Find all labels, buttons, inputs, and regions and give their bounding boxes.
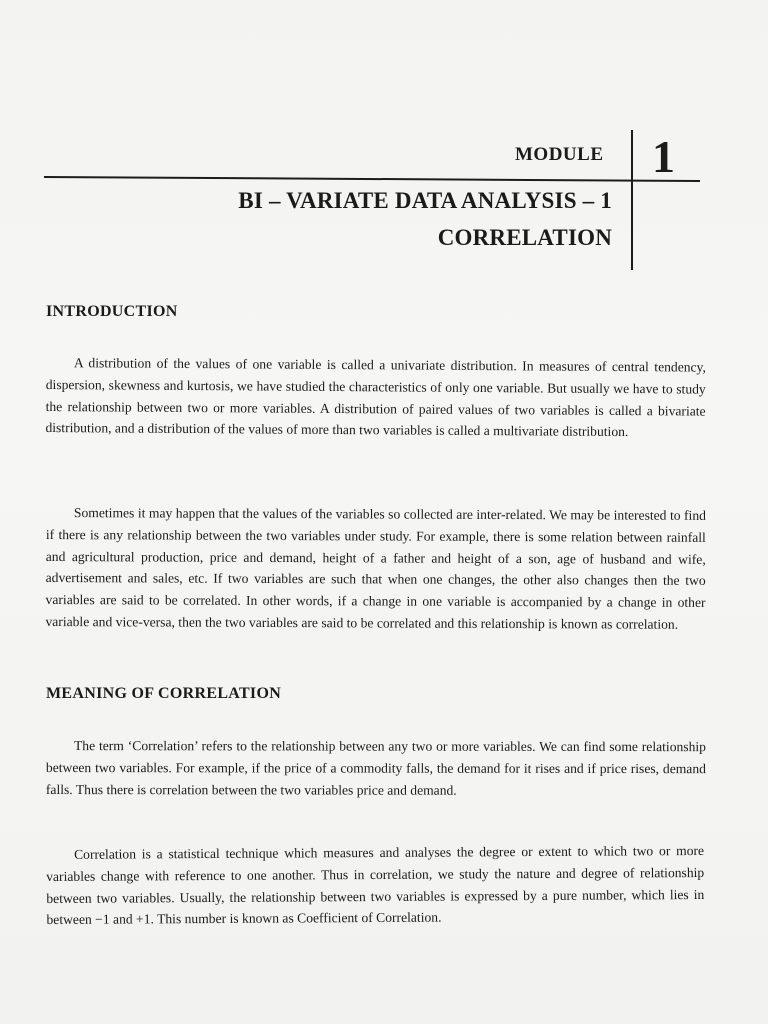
section-heading-meaning-of-correlation: MEANING OF CORRELATION xyxy=(46,685,282,702)
chapter-title-line-2: CORRELATION xyxy=(437,225,612,250)
meaning-paragraph-1: The term ‘Correlation’ refers to the relationship between any two or more variables. We can find some relationship between two variables. For example, if the price of a commodity falls, the demand for it rises and if price rises, demand falls. Thus there is correlation between the two variables price and demand. xyxy=(45,737,706,797)
chapter-title-line-1: BI – VARIATE DATA ANALYSIS – 1 xyxy=(238,188,612,213)
meaning-paragraph-2: Correlation is a statistical technique which measures and analyses the degree or extent to which two or more variables change with reference to one another. Thus in correlation, we study the nature and degree of relationship between two variables. Usually, the relationship between two variables is expressed by a pure number, which lies in between −1 and +1. This number is known as Coefficient of Correlation. xyxy=(46,842,705,927)
header-horizontal-rule xyxy=(44,176,700,182)
introduction-paragraph-2: Sometimes it may happen that the values of the variables so collected are inter-related. We may be interested to find if there is any relationship between the two variables under study. For example, there is some relation between rainfall and agricultural production, price and demand, height of a father and height of a son, age of husband and wife, advertisement and sales, etc. If two variables are such that when one changes, the other also changes then the two variables are said to be correlated. In other words, if a change in one variable is accompanied by a change in other variable and vice-versa, then the two variables are said to be correlated and this relationship is known as correlation. xyxy=(45,504,706,632)
header-vertical-rule xyxy=(631,130,633,270)
section-heading-introduction: INTRODUCTION xyxy=(46,303,178,320)
introduction-paragraph-1: A distribution of the values of one variable is called a univariate distribution. In measures of central tendency, dispersion, skewness and kurtosis, we have studied the characteristics of only one variable. But usually we have to study the relationship between two or more variables. A distribution of paired values of two variables is called a bivariate distribution, and a distribution of the values of more than two variables is called a multivariate distribution. xyxy=(45,354,706,440)
module-label: MODULE xyxy=(515,144,604,165)
module-number: 1 xyxy=(652,131,675,182)
